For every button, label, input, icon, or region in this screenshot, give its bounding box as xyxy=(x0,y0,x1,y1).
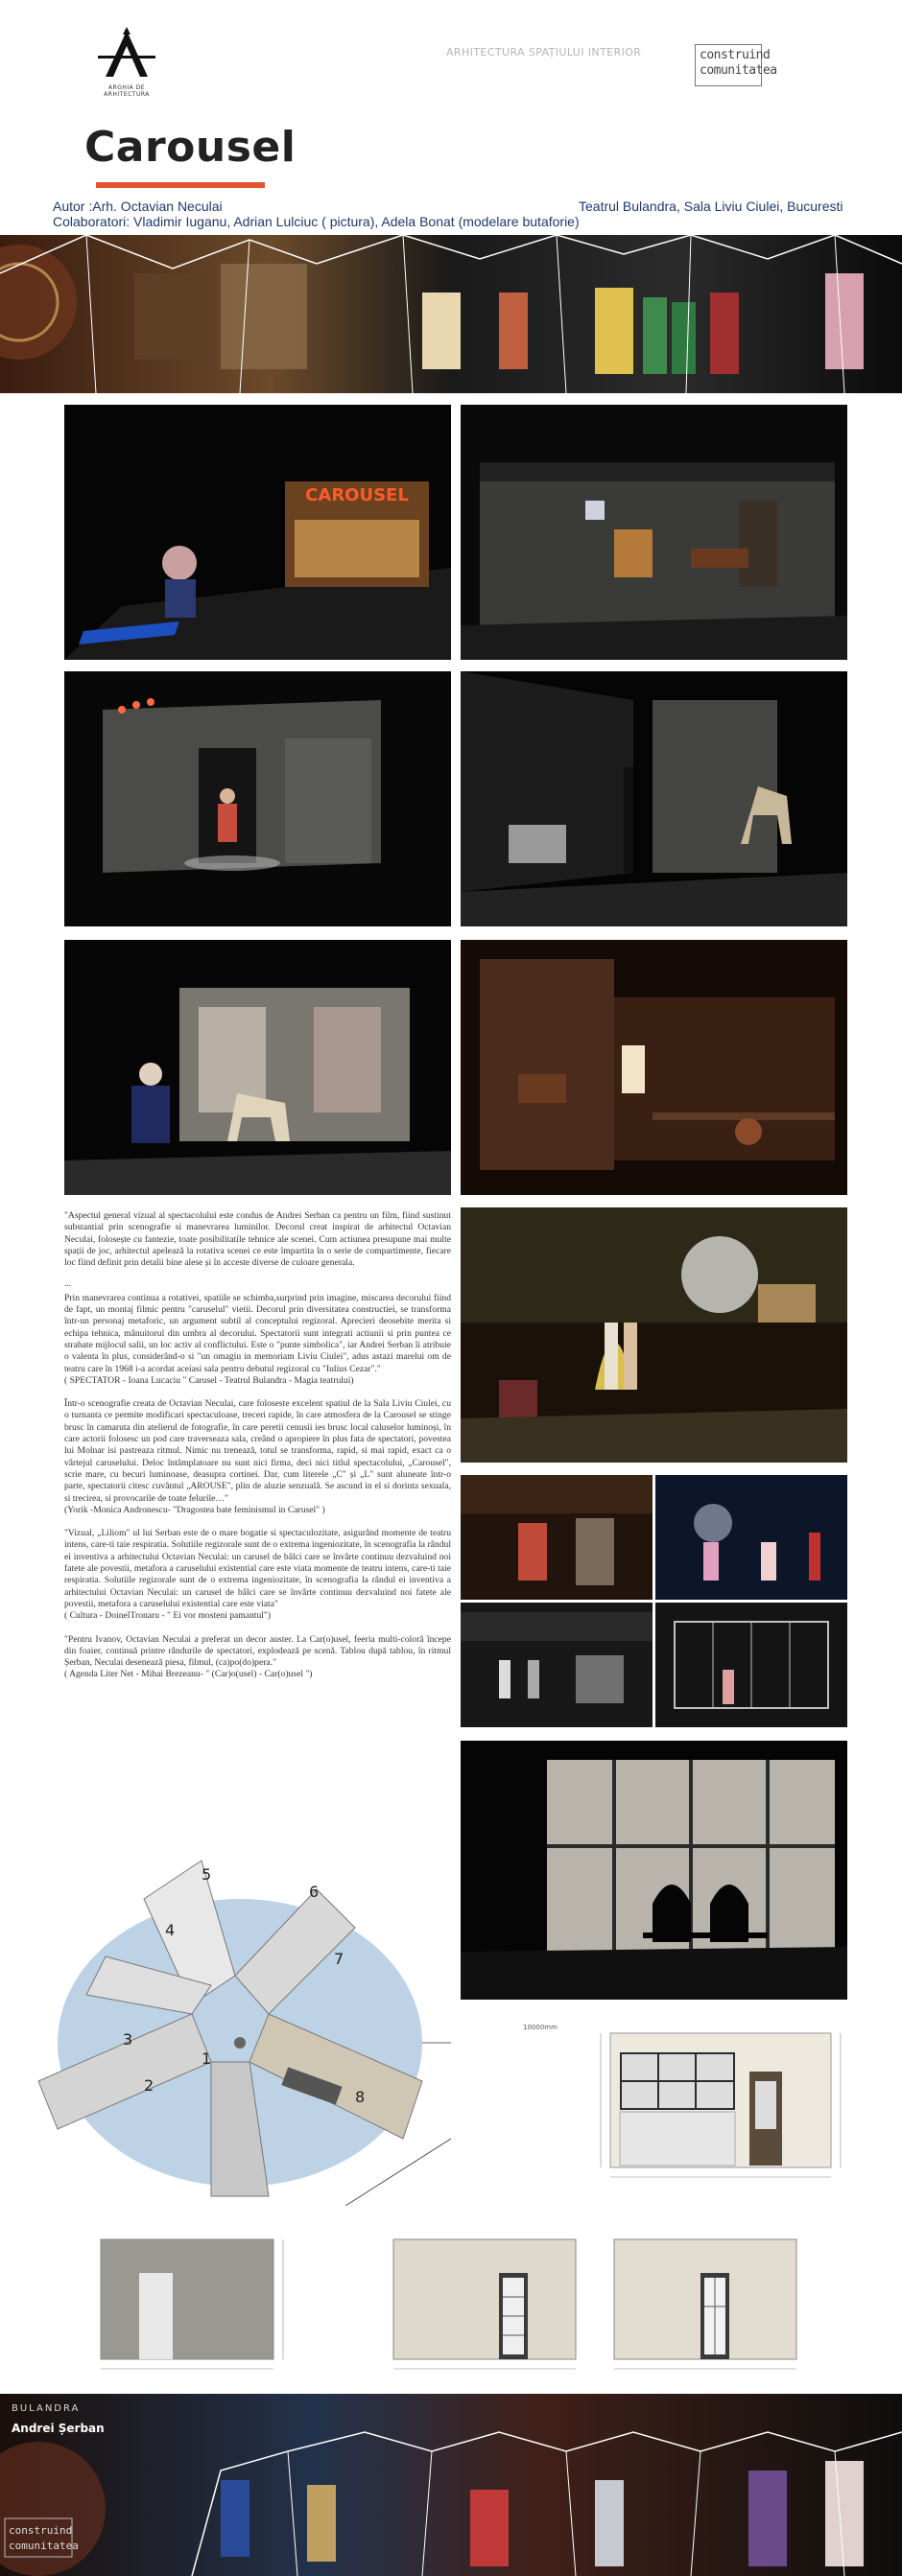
review-paragraph: "Aspectul general vizual al spectacolului este condus de Andrei Serban ca pentru un film, fiind sustinut substantial prin scenografie si manevrarea luminilor. Decorul creat inspirat de arhitectul Octavian Neculai, folosește cu fantezie, toate posibilitatile tehnice ale scenei. Cum actiunea presupune mai multe spații de joc, arhitectul apelează la rotativa scenei ce este împartita în o serie de compartimente, fiecare loc fiind definit prin detalii bine alese și în acceste diverse de culoare generala. xyxy=(64,1210,451,1269)
review-source: ( Agenda Liter Net - Mihai Brezeanu- " (Car)o(usel) - Car(o)usel ") xyxy=(64,1669,313,1680)
stage-photo-horse xyxy=(461,671,847,926)
plan-section-1: 1 xyxy=(202,2049,212,2068)
elevation-window-wall xyxy=(562,2014,850,2182)
review-paragraph: ... xyxy=(64,1278,72,1290)
stage-photo-collage-2 xyxy=(655,1475,847,1600)
stage-photo-6-image xyxy=(461,940,847,1195)
carousel-sign-text: CAROUSEL xyxy=(305,485,409,505)
collaborators-credit: Colaboratori: Vladimir Iuganu, Adrian Lulciuc ( pictura), Adela Bonat (modelare butaforie) xyxy=(53,214,580,229)
stage-photo-collage-4 xyxy=(655,1603,847,1727)
stage-photo-7-image xyxy=(461,1207,847,1463)
stage-photo-5-image xyxy=(64,940,451,1195)
director-name: Andrei Șerban xyxy=(12,2422,105,2435)
elevation-door-wall-2 xyxy=(605,2225,816,2383)
partner-logo xyxy=(695,44,777,86)
elevation-plain-wall xyxy=(91,2225,331,2383)
plan-section-6: 6 xyxy=(309,1883,320,1901)
bottom-banner-image xyxy=(0,2394,902,2576)
review-paragraph: Într-o scenografie creata de Octavian Neculai, care foloseste excelent spatiul de la Sala Liviu Ciulei, cu o turnanta ce permite modificari spectaculoase, treceri rapide, în care atmosfera de la Carousel se stinge brusc în camaruta din atelierul de fotografie, în care peretii cenusii ies brusc local caluselor luminoși, în care actorii folosesc un pod care traverseaza sala, creând o apropiere în plus fata de spectatori, povestea lui Molnar isi pastreaza ritmul. Nimic nu trenează, totul se transforma, rapid, si mai rapid, exact ca o vârtejul caruselului. Deloc întâmplatoare nu sunt nici firma, deci nici titlul spectacolului, „Carousel", scrie mare, cu becuri luminoase, deasupra cortinei. Dar, cum literele „C" și „L" sunt aluneate într-o parte, spectatorii citesc cuvântul „AROUSE", plin de aluzie senzuală. Se ascund in el si dorinta sexuala, si trecirea, si provocarile de toate felurile…" xyxy=(64,1398,451,1504)
elevation-door-wall-1-drawing xyxy=(384,2225,595,2383)
stage-photo-2-image xyxy=(461,405,847,660)
partner-logo-line-2: comunitatea xyxy=(700,63,777,78)
review-paragraph: Prin manevrarea continua a rotativei, spatiile se schimba,surprind prin imagine, miscarea decorului fiind de fapt, un montaj filmic pentru "caruselul" vietii. Decorul prin diversitatea constructiei, se transforma într-un personaj metaforic, un argument subtil al conceptului regizoral. Aprecieri deosebite merita si echipa tehnica, mânuitorul din umbra al decorului. Spectatorii sunt integrati actiunii si prin puntea ce strabate mijlocul salii, un loc activ al conflictului. Este o "punte simbolica", iar Andrei Serban îi atribuie o valenta în plus, considerând-o si "un omagiu in memoriam Liviu Ciulei", adus astazi marelui om de teatru care în 1968 i-a acordat aceiasi sala pentru debutul regizoral cu "Iulius Cezar"." xyxy=(64,1292,451,1374)
stage-photo-photo-studio xyxy=(461,405,847,660)
review-paragraph: "Vizual, „Liliom" ul lui Serban este de o mare bogatie si spectaculozitate, asigurând momente de teatru intens, care-ti taie respiratia. Solutiile regizorale sunt de o extrema ingeniozitate, în scenografia la rândul ei inventiva a arhitectului Octavian Neculai: un carusel de bâlci care se învârte continuu dezvaluind noi fatete ale povestii, metafora a caruselului existential care este viata momente de teatru intens, care-ti taie respiratia. Solutiile regizorale sunt de o extrema ingeniozitate, în scenografia la rândul ei inventiva a arhitectului Octavian Neculai: un carusel de bâlci care se învârte continuu dezvaluind noi fatete ale povestii, metafora a caruselului existential care este viata" xyxy=(64,1528,451,1609)
review-source: (Yorik -Monica Andronescu- "Dragostea bate feminismul in Carusel" ) xyxy=(64,1504,325,1515)
turntable-axonometric-drawing xyxy=(29,1822,451,2206)
stage-photo-11-image xyxy=(655,1603,847,1727)
page-title: Carousel xyxy=(84,123,297,172)
plan-section-7: 7 xyxy=(334,1950,344,1968)
plan-section-8: 8 xyxy=(355,2088,366,2106)
stage-photo-carousel-horses xyxy=(64,940,451,1195)
plan-section-3: 3 xyxy=(123,2030,133,2049)
plan-section-2: 2 xyxy=(144,2076,154,2095)
footer-partner-line-2: comunitatea xyxy=(9,2540,79,2552)
stage-photo-12-image xyxy=(461,1741,847,2000)
stage-photo-collage-1 xyxy=(461,1475,653,1600)
stage-photo-collage-3 xyxy=(461,1603,653,1727)
review-text-column xyxy=(64,1210,451,1691)
stage-photo-doorway xyxy=(64,671,451,926)
stage-photo-10-image xyxy=(461,1603,653,1727)
theatre-logo-text: BULANDRA xyxy=(12,2403,81,2414)
review-source: ( SPECTATOR - Ioana Lucaciu " Carusel - Teatrul Bulandra - Magia teatrului) xyxy=(64,1374,354,1386)
stage-photo-9-image xyxy=(655,1475,847,1600)
footer-partner-line-1: construind xyxy=(9,2524,73,2537)
title-underline xyxy=(96,182,265,188)
stage-photo-3-image xyxy=(64,671,451,926)
school-logo-caption: ARGHIA DE ARHITECTURA xyxy=(104,84,150,98)
section-heading: ARHITECTURA SPAȚIULUI INTERIOR xyxy=(446,46,642,59)
stage-photo-1-image xyxy=(64,405,451,660)
stage-photo-8-image xyxy=(461,1475,653,1600)
elevation-plain-wall-drawing xyxy=(91,2225,331,2383)
top-banner-collage xyxy=(0,235,902,393)
elevation-door-wall-2-drawing xyxy=(605,2225,816,2383)
stage-photo-silhouettes xyxy=(461,1741,847,2000)
stage-photo-4-image xyxy=(461,671,847,926)
plan-section-4: 4 xyxy=(165,1921,176,1939)
partner-logo-line-1: construind xyxy=(700,48,771,62)
elevation-door-wall-1 xyxy=(384,2225,595,2383)
author-credit: Autor :Arh. Octavian Neculai xyxy=(53,199,223,214)
banner-collage-image xyxy=(0,235,902,393)
turntable-plan-diagram xyxy=(29,1822,558,2206)
plan-section-5: 5 xyxy=(202,1865,212,1884)
review-source: ( Cultura - DoinelTronaru - " Ei vor mosteni pamantul") xyxy=(64,1610,272,1622)
plan-dimension-label: 10000mm xyxy=(523,2024,558,2031)
school-logo-icon xyxy=(88,27,165,82)
review-paragraph: "Pentru Ivanov, Octavian Neculai a preferat un decor auster. La Car(o)usel, feeria multi-colorâ începe din foaier, continuă printre rândurile de spectatori, explodează pe scenă. Tablou după tablou, în ritmul Șerban, Neculai desenează piesa, filmul, (ca)po(do)pera." xyxy=(64,1633,451,1669)
elevation-window-wall-drawing xyxy=(562,2014,850,2182)
stage-photo-workshop xyxy=(461,940,847,1195)
school-logo xyxy=(88,27,165,96)
venue-credit: Teatrul Bulandra, Sala Liviu Ciulei, Bucuresti xyxy=(579,199,843,214)
stage-photo-heaven-scene xyxy=(461,1207,847,1463)
bottom-banner-collage xyxy=(0,2394,902,2576)
stage-photo-carousel-sign xyxy=(64,405,451,660)
